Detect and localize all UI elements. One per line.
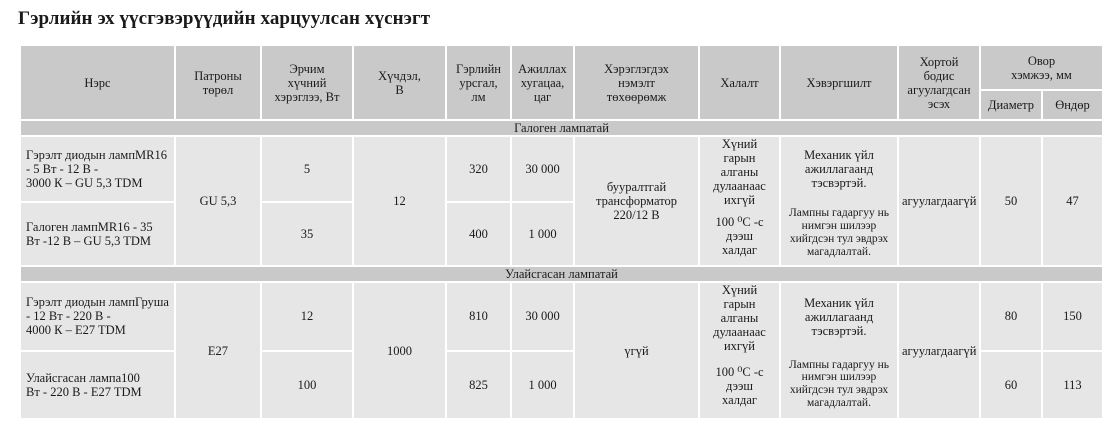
- energy-cell: 5: [261, 136, 353, 202]
- table-row-name: Гэрэлт диодын лампMR16 - 5 Вт - 12 В - 3000 К – GU 5,3 TDM: [20, 136, 175, 202]
- diameter-cell: 50: [980, 136, 1042, 266]
- diameter-cell: 60: [980, 351, 1042, 420]
- life-cell: 30 000: [511, 136, 574, 202]
- header-equipment: Хэрэглэгдэх нэмэлт төхөөрөмж: [574, 45, 699, 120]
- heating-cell: [699, 282, 780, 419]
- header-size: Овор хэмжээ, мм: [980, 45, 1103, 90]
- header-usage: Хэвэргшилт: [780, 45, 898, 120]
- usage-bottom-text: Лампны гадаргуу нь нимгэн шилээр хийгдсэн тул эвдрэх магадлалтай.: [788, 358, 890, 410]
- header-heating: Халалт: [699, 45, 780, 120]
- equipment-cell: бууралтгай трансформатор 220/12 В: [574, 136, 699, 266]
- table-row-name: Галоген лампMR16 - 35 Вт -12 В – GU 5,3 TDM: [20, 202, 175, 266]
- energy-cell: 100: [261, 351, 353, 420]
- life-cell: 1 000: [511, 202, 574, 266]
- flux-cell: 825: [446, 351, 511, 420]
- flux-cell: 320: [446, 136, 511, 202]
- comparison-table: [19, 44, 1104, 420]
- header-flux: Гэрлийн урсгал, лм: [446, 45, 511, 120]
- usage-top-text: Механик үйл ажиллагаанд тэсвэртэй.: [804, 295, 874, 338]
- socket-cell: GU 5,3: [175, 136, 261, 266]
- header-socket: Патроны төрөл: [175, 45, 261, 120]
- usage-cell: [780, 136, 898, 266]
- equipment-cell: үгүй: [574, 282, 699, 419]
- height-cell: 150: [1042, 282, 1103, 351]
- height-cell: 113: [1042, 351, 1103, 420]
- life-cell: 30 000: [511, 282, 574, 351]
- flux-cell: 810: [446, 282, 511, 351]
- socket-cell: E27: [175, 282, 261, 419]
- life-cell: 1 000: [511, 351, 574, 420]
- header-energy: Эрчим хүчний хэрэглээ, Вт: [261, 45, 353, 120]
- header-height: Өндөр: [1042, 90, 1103, 120]
- hazard-cell: агуулагдаагүй: [898, 282, 980, 419]
- header-diameter: Диаметр: [980, 90, 1042, 120]
- usage-cell: [780, 282, 898, 419]
- section-header-halogen: Галоген лампатай: [20, 120, 1103, 136]
- flux-cell: 400: [446, 202, 511, 266]
- voltage-cell: 12: [353, 136, 446, 266]
- hazard-cell: агуулагдаагүй: [898, 136, 980, 266]
- heating-bottom-text: 100 ⁰С -с дээш халдаг: [715, 215, 764, 257]
- heating-top-text: Хүний гарын алганы дулаанаас ихгүй: [713, 137, 766, 207]
- page-title: Гэрлийн эх үүсгэвэрүүдийн харцуулсан хүснэгт: [18, 8, 431, 29]
- energy-cell: 12: [261, 282, 353, 351]
- usage-bottom-text: Лампны гадаргуу нь нимгэн шилээр хийгдсэн тул эвдрэх магадлалтай.: [788, 207, 890, 258]
- table-row-name: Улайсгасан лампа100 Вт - 220 В - E27 TDM: [20, 351, 175, 420]
- heating-bottom-text: 100 ⁰С -с дээш халдаг: [715, 364, 764, 407]
- voltage-cell: 1000: [353, 282, 446, 419]
- header-life: Ажиллах хугацаа, цаг: [511, 45, 574, 120]
- section-header-incandescent: Улайсгасан лампатай: [20, 266, 1103, 282]
- energy-cell: 35: [261, 202, 353, 266]
- diameter-cell: 80: [980, 282, 1042, 351]
- usage-top-text: Механик үйл ажиллагаанд тэсвэртэй.: [804, 148, 874, 190]
- header-hazard: Хортой бодис агуулагдсан эсэх: [898, 45, 980, 120]
- header-name: Нэрс: [20, 45, 175, 120]
- table-row-name: Гэрэлт диодын лампГруша - 12 Вт - 220 В - 4000 К – E27 TDM: [20, 282, 175, 351]
- header-voltage: Хүчдэл, В: [353, 45, 446, 120]
- heating-top-text: Хүний гарын алганы дулаанаас ихгүй: [713, 283, 766, 353]
- height-cell: 47: [1042, 136, 1103, 266]
- heating-cell: [699, 136, 780, 266]
